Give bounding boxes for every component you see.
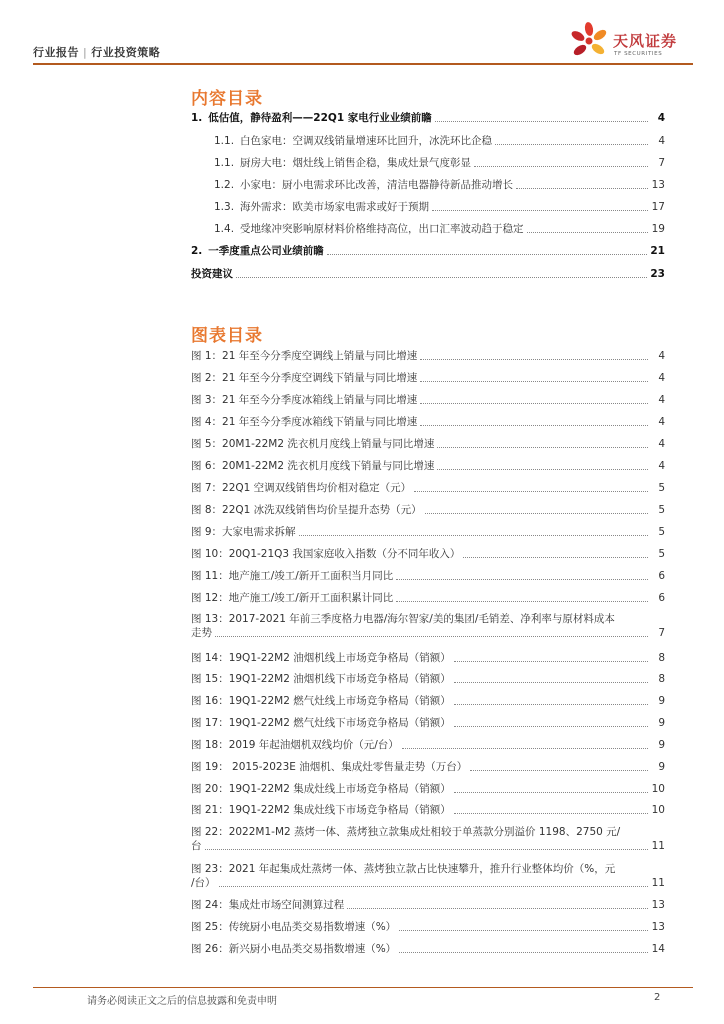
figure-entry-text: 图 7：22Q1 空调双线销售均价相对稳定（元） bbox=[191, 482, 412, 494]
figure-entry-text: 图 6：20M1-22M2 洗衣机月度线下销量与同比增速 bbox=[191, 460, 435, 472]
dot-leader bbox=[516, 187, 648, 189]
figure-entry-text: 图 20：19Q1-22M2 集成灶线上市场竞争格局（销额） bbox=[191, 783, 451, 795]
figure-entry-page: 13 bbox=[651, 899, 665, 911]
dot-leader bbox=[299, 534, 648, 536]
figure-entry-text: 图 19： 2015-2023E 油烟机、集成灶零售量走势（万台） bbox=[191, 761, 468, 773]
figure-entry[interactable] bbox=[191, 459, 665, 473]
figure-entry-text-cont: 走势 bbox=[191, 627, 212, 639]
brand-logo bbox=[569, 20, 689, 62]
toc-entry-text: 一季度重点公司业绩前瞻 bbox=[208, 245, 324, 257]
toc-entry-text: 受地缘冲突影响原材料价格维持高位，出口汇率波动趋于稳定 bbox=[240, 223, 524, 235]
dot-leader bbox=[396, 578, 648, 580]
toc-entry-number: 1.3. bbox=[214, 201, 235, 213]
header-divider bbox=[33, 63, 693, 65]
figure-entry-page: 7 bbox=[658, 627, 665, 639]
page-header bbox=[0, 0, 724, 72]
figure-entry-page: 9 bbox=[658, 739, 665, 751]
figure-entry-text: 图 18：2019 年起油烟机双线均价（元/台） bbox=[191, 739, 399, 751]
toc-entry-label bbox=[191, 267, 233, 281]
toc-entry-text: 海外需求：欧美市场家电需求或好于预期 bbox=[240, 201, 430, 213]
figure-entry-page: 4 bbox=[658, 394, 665, 406]
dot-leader bbox=[454, 791, 648, 793]
toc-entry[interactable] bbox=[214, 178, 665, 192]
figure-entry-continuation bbox=[191, 876, 665, 890]
figure-entry-page: 4 bbox=[658, 372, 665, 384]
dot-leader bbox=[437, 468, 648, 470]
dot-leader bbox=[454, 703, 648, 705]
dot-leader bbox=[236, 276, 647, 278]
toc-entry-page: 7 bbox=[658, 157, 665, 169]
toc-entry-page: 17 bbox=[651, 201, 665, 213]
dot-leader bbox=[420, 424, 648, 426]
figure-entry-text: 图 3：21 年至今分季度冰箱线上销量与同比增速 bbox=[191, 394, 418, 406]
dot-leader bbox=[399, 951, 648, 953]
figure-entry[interactable] bbox=[191, 569, 665, 583]
dot-leader bbox=[205, 848, 649, 850]
header-breadcrumb bbox=[33, 44, 160, 60]
figure-entry[interactable] bbox=[191, 415, 665, 429]
figure-entry[interactable] bbox=[191, 612, 665, 640]
figure-entry-page: 4 bbox=[658, 460, 665, 472]
flower-logo-icon bbox=[569, 20, 613, 62]
figure-entry-page: 10 bbox=[651, 804, 665, 816]
dot-leader bbox=[327, 253, 648, 255]
dot-leader bbox=[219, 885, 648, 887]
figure-entry-page: 4 bbox=[658, 350, 665, 362]
figure-entry[interactable] bbox=[191, 942, 665, 956]
figure-entry-page: 4 bbox=[658, 438, 665, 450]
figure-entry-text: 图 14：19Q1-22M2 油烟机线上市场竞争格局（销额） bbox=[191, 652, 451, 664]
toc-entry-number: 2. bbox=[191, 245, 203, 257]
figure-entry-text: 图 24：集成灶市场空间测算过程 bbox=[191, 899, 345, 911]
figure-entry[interactable] bbox=[191, 672, 665, 686]
figure-entry-text: 图 12：地产施工/竣工/新开工面积累计同比 bbox=[191, 592, 394, 604]
figure-entry-text-cont: /台） bbox=[191, 877, 216, 889]
toc-entry-number: 1.1. bbox=[214, 135, 235, 147]
figure-entry-page: 6 bbox=[658, 592, 665, 604]
dot-leader bbox=[420, 358, 648, 360]
figure-entry[interactable] bbox=[191, 898, 665, 912]
toc-entry[interactable] bbox=[214, 134, 665, 148]
toc-entry-text: 低估值，静待盈利——22Q1 家电行业业绩前瞻 bbox=[208, 112, 432, 124]
figure-entry-page: 4 bbox=[658, 416, 665, 428]
toc-entry-page: 13 bbox=[651, 179, 665, 191]
figure-entry-page: 5 bbox=[658, 504, 665, 516]
figure-entry[interactable] bbox=[191, 651, 665, 665]
dot-leader bbox=[420, 380, 648, 382]
toc-entry-text: 小家电：厨小电需求环比改善，清洁电器静待新品推动增长 bbox=[240, 179, 514, 191]
figure-entry-text: 图 17：19Q1-22M2 燃气灶线下市场竞争格局（销额） bbox=[191, 717, 451, 729]
toc-entry[interactable] bbox=[191, 267, 665, 281]
figure-entry-text: 图 16：19Q1-22M2 燃气灶线上市场竞争格局（销额） bbox=[191, 695, 451, 707]
figure-entry[interactable] bbox=[191, 862, 665, 890]
toc-entry-label bbox=[191, 111, 432, 125]
footer-disclaimer: 请务必阅读正文之后的信息披露和免责申明 bbox=[87, 996, 277, 1007]
figure-entry[interactable] bbox=[191, 920, 665, 934]
figure-entry-page: 13 bbox=[651, 921, 665, 933]
toc-entry-text: 厨房大电：烟灶线上销售企稳，集成灶景气度彰显 bbox=[240, 157, 472, 169]
dot-leader bbox=[454, 660, 648, 662]
dot-leader bbox=[454, 812, 648, 814]
toc-entry[interactable] bbox=[214, 222, 665, 236]
dot-leader bbox=[215, 635, 648, 637]
figure-entry-text: 图 21：19Q1-22M2 集成灶线下市场竞争格局（销额） bbox=[191, 804, 451, 816]
figure-entry[interactable] bbox=[191, 694, 665, 708]
toc-entry[interactable] bbox=[214, 200, 665, 214]
figure-entry-text: 图 11：地产施工/竣工/新开工面积当月同比 bbox=[191, 570, 394, 582]
figure-entry-continuation bbox=[191, 626, 665, 640]
footer-divider bbox=[33, 987, 693, 988]
toc-entry-text: 投资建议 bbox=[191, 268, 233, 280]
toc-entry-number: 1.4. bbox=[214, 223, 235, 235]
toc-entry-label bbox=[214, 200, 429, 214]
toc-entry[interactable] bbox=[191, 244, 665, 258]
dot-leader bbox=[470, 769, 648, 771]
figure-entry-page: 11 bbox=[651, 840, 665, 852]
figure-entry-page: 10 bbox=[651, 783, 665, 795]
toc-entry-page: 19 bbox=[651, 223, 665, 235]
toc-entry-page: 21 bbox=[650, 245, 665, 257]
figure-entry[interactable] bbox=[191, 716, 665, 730]
toc-entry-number: 1.1. bbox=[214, 157, 235, 169]
figure-entry-page: 9 bbox=[658, 761, 665, 773]
header-separator: | bbox=[83, 46, 88, 59]
figure-entry-page: 9 bbox=[658, 717, 665, 729]
toc-entry-page: 4 bbox=[657, 112, 665, 124]
dot-leader bbox=[399, 929, 648, 931]
figure-entry[interactable] bbox=[191, 437, 665, 451]
figure-entry-text: 图 13：2017-2021 年前三季度格力电器/海尔智家/美的集团/毛销差、净利率与原材料成本 bbox=[191, 613, 615, 625]
toc-entry-page: 23 bbox=[650, 268, 665, 280]
dot-leader bbox=[474, 165, 648, 167]
dot-leader bbox=[463, 556, 648, 558]
dot-leader bbox=[414, 490, 648, 492]
toc-entry-number: 1. bbox=[191, 112, 203, 124]
header-category: 行业报告 bbox=[33, 46, 79, 59]
toc-title: 内容目录 bbox=[191, 89, 263, 109]
figure-entry[interactable] bbox=[191, 503, 665, 517]
dot-leader bbox=[420, 402, 648, 404]
toc-entry-number: 1.2. bbox=[214, 179, 235, 191]
toc-entry[interactable] bbox=[214, 156, 665, 170]
figure-entry-text: 图 8：22Q1 冰洗双线销售均价呈提升态势（元） bbox=[191, 504, 422, 516]
figure-entry[interactable] bbox=[191, 393, 665, 407]
figure-entry-page: 8 bbox=[658, 673, 665, 685]
figure-entry-page: 6 bbox=[658, 570, 665, 582]
dot-leader bbox=[454, 681, 648, 683]
header-subcategory: 行业投资策略 bbox=[91, 46, 161, 59]
figure-entry[interactable] bbox=[191, 481, 665, 495]
figures-title: 图表目录 bbox=[191, 326, 263, 346]
dot-leader bbox=[527, 231, 648, 233]
figure-entry-page: 9 bbox=[658, 695, 665, 707]
figure-entry-page: 14 bbox=[651, 943, 665, 955]
toc-entry-label bbox=[214, 134, 492, 148]
logo-english-name: TF SECURITIES bbox=[614, 51, 663, 57]
figure-entry[interactable] bbox=[191, 525, 665, 539]
figure-entry-page: 5 bbox=[658, 526, 665, 538]
figure-entry[interactable] bbox=[191, 371, 665, 385]
figure-entry[interactable] bbox=[191, 782, 665, 796]
dot-leader bbox=[454, 725, 648, 727]
toc-entry-text: 白色家电：空调双线销量增速环比回升，冰洗环比企稳 bbox=[240, 135, 493, 147]
dot-leader bbox=[495, 143, 648, 145]
figure-entry[interactable] bbox=[191, 738, 665, 752]
figure-entry-text-cont: 台 bbox=[191, 840, 202, 852]
figure-entry-page: 8 bbox=[658, 652, 665, 664]
figure-entry-text: 图 23：2021 年起集成灶蒸烤一体、蒸烤独立款占比快速攀升，推升行业整体均价（%，元 bbox=[191, 863, 616, 875]
figure-entry-text: 图 1：21 年至今分季度空调线上销量与同比增速 bbox=[191, 350, 418, 362]
figure-entry-text: 图 22：2022M1-M2 蒸烤一体、蒸烤独立款集成灶相较于单蒸款分别溢价 1198、2750 元/ bbox=[191, 826, 621, 838]
toc-entry-label bbox=[214, 156, 471, 170]
dot-leader bbox=[347, 907, 648, 909]
figure-entry-text: 图 25：传统厨小电品类交易指数增速（%） bbox=[191, 921, 397, 933]
figure-entry-text: 图 5：20M1-22M2 洗衣机月度线上销量与同比增速 bbox=[191, 438, 435, 450]
toc-entry-page: 4 bbox=[658, 135, 665, 147]
figure-entry[interactable] bbox=[191, 825, 665, 853]
dot-leader bbox=[402, 747, 648, 749]
toc-entry[interactable] bbox=[191, 111, 665, 125]
figure-entry-text: 图 15：19Q1-22M2 油烟机线下市场竞争格局（销额） bbox=[191, 673, 451, 685]
toc-entry-label bbox=[214, 178, 513, 192]
dot-leader bbox=[396, 600, 648, 602]
dot-leader bbox=[437, 446, 648, 448]
figure-entry-text: 图 9：大家电需求拆解 bbox=[191, 526, 296, 538]
figure-entry-continuation bbox=[191, 839, 665, 853]
figure-entry[interactable] bbox=[191, 803, 665, 817]
figure-entry[interactable] bbox=[191, 349, 665, 363]
logo-name: 天风证券 bbox=[613, 32, 678, 50]
toc-entry-label bbox=[214, 222, 524, 236]
dot-leader bbox=[435, 120, 648, 122]
figure-entry-page: 5 bbox=[658, 548, 665, 560]
figure-entry-text: 图 26：新兴厨小电品类交易指数增速（%） bbox=[191, 943, 397, 955]
figure-entry-text: 图 4：21 年至今分季度冰箱线下销量与同比增速 bbox=[191, 416, 418, 428]
figure-entry[interactable] bbox=[191, 760, 665, 774]
footer-page-number: 2 bbox=[654, 992, 661, 1003]
figure-entry-text: 图 2：21 年至今分季度空调线下销量与同比增速 bbox=[191, 372, 418, 384]
dot-leader bbox=[425, 512, 648, 514]
figure-entry-page: 11 bbox=[651, 877, 665, 889]
figure-entry-page: 5 bbox=[658, 482, 665, 494]
toc-entry-label bbox=[191, 244, 324, 258]
dot-leader bbox=[432, 209, 648, 211]
figure-entry-text: 图 10：20Q1-21Q3 我国家庭收入指数（分不同年收入） bbox=[191, 548, 461, 560]
figure-entry[interactable] bbox=[191, 591, 665, 605]
figure-entry[interactable] bbox=[191, 547, 665, 561]
